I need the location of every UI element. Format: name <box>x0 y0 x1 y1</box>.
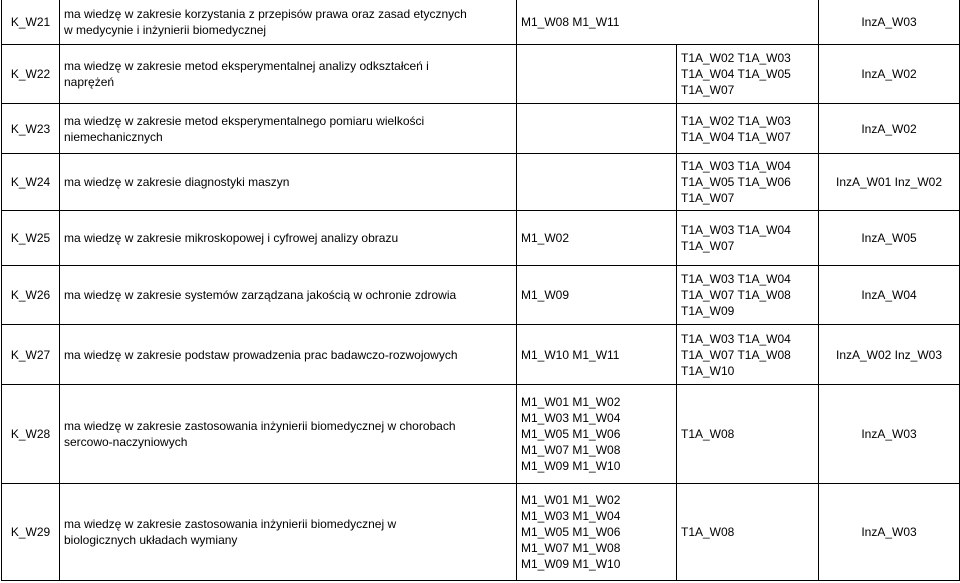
inz-codes: InzA_W04 <box>819 266 960 325</box>
learning-outcomes-table <box>1 0 960 581</box>
m-codes: M1_W09 <box>517 266 677 325</box>
outcome-description: ma wiedzę w zakresie metod eksperymentalnej analizy odkształceń i naprężeń <box>60 45 517 104</box>
outcome-description: ma wiedzę w zakresie podstaw prowadzenia prac badawczo-rozwojowych <box>60 325 517 385</box>
outcome-description: ma wiedzę w zakresie korzystania z przepisów prawa oraz zasad etycznych w medycynie i inżynierii biomedycznej <box>60 0 517 45</box>
outcome-description: ma wiedzę w zakresie zastosowania inżynierii biomedycznej w biologicznych układach wymiany <box>60 484 517 581</box>
outcome-code: K_W29 <box>2 484 60 581</box>
table-row <box>2 385 960 484</box>
table-body <box>2 0 960 581</box>
t-codes: T1A_W03 T1A_W04 T1A_W07 T1A_W08 T1A_W10 <box>677 325 819 385</box>
outcome-code: K_W26 <box>2 266 60 325</box>
t-codes: T1A_W02 T1A_W03 T1A_W04 T1A_W07 <box>677 104 819 154</box>
t-codes: T1A_W03 T1A_W04 T1A_W05 T1A_W06 T1A_W07 <box>677 154 819 211</box>
table-row <box>2 484 960 581</box>
outcome-code: K_W28 <box>2 385 60 484</box>
outcome-description: ma wiedzę w zakresie metod eksperymentalnego pomiaru wielkości niemechanicznych <box>60 104 517 154</box>
outcome-code: K_W21 <box>2 0 60 45</box>
outcome-description: ma wiedzę w zakresie diagnostyki maszyn <box>60 154 517 211</box>
m-codes <box>517 45 677 104</box>
inz-codes: InzA_W03 <box>819 385 960 484</box>
table-row <box>2 104 960 154</box>
outcome-description: ma wiedzę w zakresie zastosowania inżynierii biomedycznej w chorobach sercowo-naczyniowych <box>60 385 517 484</box>
t-codes: T1A_W03 T1A_W04 T1A_W07 T1A_W08 T1A_W09 <box>677 266 819 325</box>
inz-codes: InzA_W03 <box>819 0 960 45</box>
table-row <box>2 45 960 104</box>
table-row <box>2 154 960 211</box>
inz-codes: InzA_W02 Inz_W03 <box>819 325 960 385</box>
table-row <box>2 0 960 45</box>
m-codes: M1_W08 M1_W11 <box>517 0 819 45</box>
m-codes <box>517 154 677 211</box>
m-codes: M1_W01 M1_W02 M1_W03 M1_W04 M1_W05 M1_W06 M1_W07 M1_W08 M1_W09 M1_W10 <box>517 385 677 484</box>
table-row <box>2 211 960 266</box>
t-codes: T1A_W08 <box>677 385 819 484</box>
outcome-code: K_W23 <box>2 104 60 154</box>
inz-codes: InzA_W02 <box>819 104 960 154</box>
outcome-description: ma wiedzę w zakresie systemów zarządzana jakością w ochronie zdrowia <box>60 266 517 325</box>
inz-codes: InzA_W05 <box>819 211 960 266</box>
t-codes: T1A_W02 T1A_W03 T1A_W04 T1A_W05 T1A_W07 <box>677 45 819 104</box>
inz-codes: InzA_W03 <box>819 484 960 581</box>
m-codes: M1_W10 M1_W11 <box>517 325 677 385</box>
m-codes <box>517 104 677 154</box>
inz-codes: InzA_W02 <box>819 45 960 104</box>
t-codes: T1A_W08 <box>677 484 819 581</box>
outcome-code: K_W25 <box>2 211 60 266</box>
m-codes: M1_W01 M1_W02 M1_W03 M1_W04 M1_W05 M1_W06 M1_W07 M1_W08 M1_W09 M1_W10 <box>517 484 677 581</box>
inz-codes: InzA_W01 Inz_W02 <box>819 154 960 211</box>
t-codes: T1A_W03 T1A_W04 T1A_W07 <box>677 211 819 266</box>
outcome-code: K_W22 <box>2 45 60 104</box>
outcome-description: ma wiedzę w zakresie mikroskopowej i cyfrowej analizy obrazu <box>60 211 517 266</box>
outcome-code: K_W24 <box>2 154 60 211</box>
table-row <box>2 266 960 325</box>
outcome-code: K_W27 <box>2 325 60 385</box>
table-row <box>2 325 960 385</box>
m-codes: M1_W02 <box>517 211 677 266</box>
